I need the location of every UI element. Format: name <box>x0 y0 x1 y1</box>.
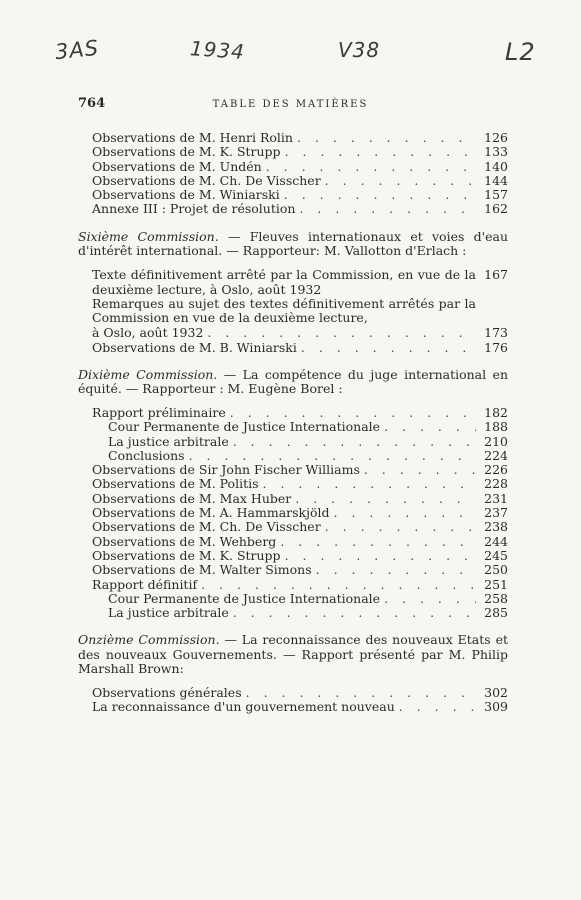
toc-page-number: 258 <box>484 590 508 606</box>
toc-page-number: 144 <box>484 172 508 188</box>
toc-page-number: 162 <box>484 201 508 217</box>
toc-entry[interactable] <box>78 187 508 201</box>
leader-dots <box>262 159 476 174</box>
toc-entry[interactable] <box>78 173 508 187</box>
leader-dots <box>229 434 476 449</box>
toc-entry-text: La reconnaissance d'un gouvernement nouveau <box>92 699 395 715</box>
toc-block <box>78 130 508 216</box>
leader-dots <box>229 605 476 620</box>
toc-page-number: 245 <box>484 547 508 563</box>
toc-entry[interactable] <box>78 201 508 215</box>
toc-entry-text: Cour Permanente de Justice Internationale <box>108 590 381 606</box>
toc-entry-text: Cour Permanente de Justice Internationale <box>108 419 381 435</box>
toc-entry-text: Rapport préliminaire <box>92 404 226 420</box>
toc-entry-text: La justice arbitrale <box>108 433 229 449</box>
toc-entry[interactable] <box>78 267 508 297</box>
toc-block <box>78 405 508 619</box>
toc-page-number: 309 <box>484 699 508 715</box>
toc-page-number: 140 <box>484 158 508 174</box>
toc-entry[interactable] <box>78 159 508 173</box>
leader-dots <box>295 201 476 216</box>
leader-dots <box>281 144 476 159</box>
leader-dots <box>293 130 476 145</box>
leader-dots <box>226 405 476 420</box>
toc-entry[interactable] <box>78 505 508 519</box>
toc-page-number: 182 <box>484 404 508 420</box>
toc-page-number: 231 <box>484 490 508 506</box>
toc-entry-text: Rapport définitif <box>92 576 198 592</box>
leader-dots <box>185 448 476 463</box>
leader-dots <box>276 534 476 549</box>
leader-dots <box>312 562 476 577</box>
toc-entry-text: Observations de M. Politis <box>92 476 259 492</box>
toc-entry[interactable] <box>78 548 508 562</box>
leader-dots <box>281 548 476 563</box>
toc-entry-text: Texte définitivement arrêté par la Commission, en vue de la deuxième lecture, à Oslo, août 1932 <box>92 266 476 297</box>
toc-page-number: 238 <box>484 519 508 535</box>
toc-entry[interactable] <box>78 325 508 339</box>
leader-dots <box>380 591 476 606</box>
leader-dots <box>291 491 476 506</box>
toc-entry-text: Observations de M. Max Huber <box>92 490 292 506</box>
toc-page-number: 244 <box>484 533 508 549</box>
toc-page-number: 157 <box>484 187 508 203</box>
section-title: Dixième Commission. <box>78 366 218 382</box>
leader-dots <box>321 173 476 188</box>
leader-dots <box>242 685 476 700</box>
toc-entry-text: à Oslo, août 1932 <box>92 325 204 341</box>
toc-entry[interactable] <box>78 462 508 476</box>
toc-entry[interactable] <box>78 699 508 713</box>
toc-entry-text: Observations de M. Ch. De Visscher <box>92 172 321 188</box>
toc-page-number: 210 <box>484 433 508 449</box>
leader-dots <box>197 577 476 592</box>
toc-entry[interactable] <box>78 519 508 533</box>
toc-entry-text: Observations de M. B. Winiarski <box>92 339 297 355</box>
section-title: Sixième Commission. <box>78 228 219 244</box>
toc-page-number: 228 <box>484 476 508 492</box>
toc-page-number: 224 <box>484 447 508 463</box>
toc-entry-text: Observations de M. K. Strupp <box>92 547 281 563</box>
toc-entry-text: Observations générales <box>92 684 242 700</box>
toc-page-number: 188 <box>484 419 508 435</box>
toc-entry[interactable] <box>78 605 508 619</box>
toc-entry[interactable] <box>78 562 508 576</box>
toc-page-number: 176 <box>484 339 508 355</box>
toc-entry-text: Observations de M. K. Strupp <box>92 144 281 160</box>
leader-dots <box>380 419 476 434</box>
toc-entry-text: La justice arbitrale <box>108 605 229 621</box>
handwritten-note: V38 <box>338 38 381 62</box>
toc-entry[interactable] <box>78 491 508 505</box>
section-description: — La reconnaissance des nouveaux Etats et des nouveaux Gouvernements. — Rapport présenté par M. Philip Marshall Brown: <box>78 632 508 677</box>
toc-entry-text: Observations de M. Henri Rolin <box>92 130 293 145</box>
leader-dots <box>203 325 476 340</box>
toc-entry[interactable] <box>78 591 508 605</box>
toc-page-number: 285 <box>484 605 508 621</box>
toc-entry-text: Observations de M. Walter Simons <box>92 562 312 578</box>
toc-page-number: 251 <box>484 576 508 592</box>
section-title: Onzième Commission. <box>78 632 220 648</box>
page-number: 764 <box>78 96 106 111</box>
toc-page-number: 173 <box>484 325 508 341</box>
toc-page-number: 250 <box>484 562 508 578</box>
toc-entry[interactable] <box>78 130 508 144</box>
toc-page-number: 237 <box>484 505 508 521</box>
toc-page-number: 126 <box>484 130 508 145</box>
toc-entry-text: Observations de M. Wehberg <box>92 533 277 549</box>
toc-entry-text: Observations de M. Undén <box>92 158 262 174</box>
toc-entry-text: Observations de Sir John Fischer Williams <box>92 462 360 478</box>
handwritten-note: 3AS <box>53 35 101 65</box>
toc-entry[interactable] <box>78 405 508 419</box>
toc-entry[interactable] <box>78 476 508 490</box>
toc-entry-text: Conclusions <box>108 447 185 463</box>
leader-dots <box>297 340 476 355</box>
running-head: TABLE DES MATIÈRES <box>212 99 369 110</box>
leader-dots <box>280 187 476 202</box>
toc-entry-text: Observations de M. A. Hammarskjöld <box>92 505 330 521</box>
toc-entry[interactable] <box>78 419 508 433</box>
section-heading <box>78 230 508 259</box>
toc-page-number: 133 <box>484 144 508 160</box>
toc-block <box>78 685 508 714</box>
section-description: — Fleuves internationaux et voies d'eau d'intérêt international. — Rapporteur: M. Vallotton d'Erlach : <box>78 228 508 259</box>
handwritten-note: 1934 <box>189 36 246 64</box>
leader-dots <box>259 476 476 491</box>
handwritten-note: L2 <box>505 38 536 66</box>
toc-entry-text: Observations de M. Winiarski <box>92 187 280 203</box>
toc-entry[interactable] <box>78 448 508 462</box>
toc-page-number: 167 <box>484 266 508 282</box>
toc-entry-text: Annexe III : Projet de résolution <box>92 201 296 217</box>
toc-entry[interactable] <box>78 685 508 699</box>
table-of-contents <box>78 130 508 714</box>
leader-dots <box>330 505 476 520</box>
toc-page-number: 226 <box>484 462 508 478</box>
toc-entry[interactable] <box>78 577 508 591</box>
section-heading <box>78 633 508 677</box>
toc-entry-text: Remarques au sujet des textes définitivement arrêtés par la Commission en vue de la deuxième lecture, <box>92 295 476 326</box>
toc-entry[interactable] <box>78 340 508 354</box>
leader-dots <box>360 462 476 477</box>
toc-entry-text: Observations de M. Ch. De Visscher <box>92 519 321 535</box>
toc-page-number: 302 <box>484 684 508 700</box>
toc-entry[interactable] <box>78 534 508 548</box>
section-heading <box>78 368 508 397</box>
leader-dots <box>321 519 476 534</box>
toc-entry[interactable] <box>78 144 508 158</box>
section-description: — La compétence du juge international en équité. — Rapporteur : M. Eugène Borel : <box>78 366 508 397</box>
toc-entry[interactable] <box>78 434 508 448</box>
leader-dots <box>395 699 476 714</box>
